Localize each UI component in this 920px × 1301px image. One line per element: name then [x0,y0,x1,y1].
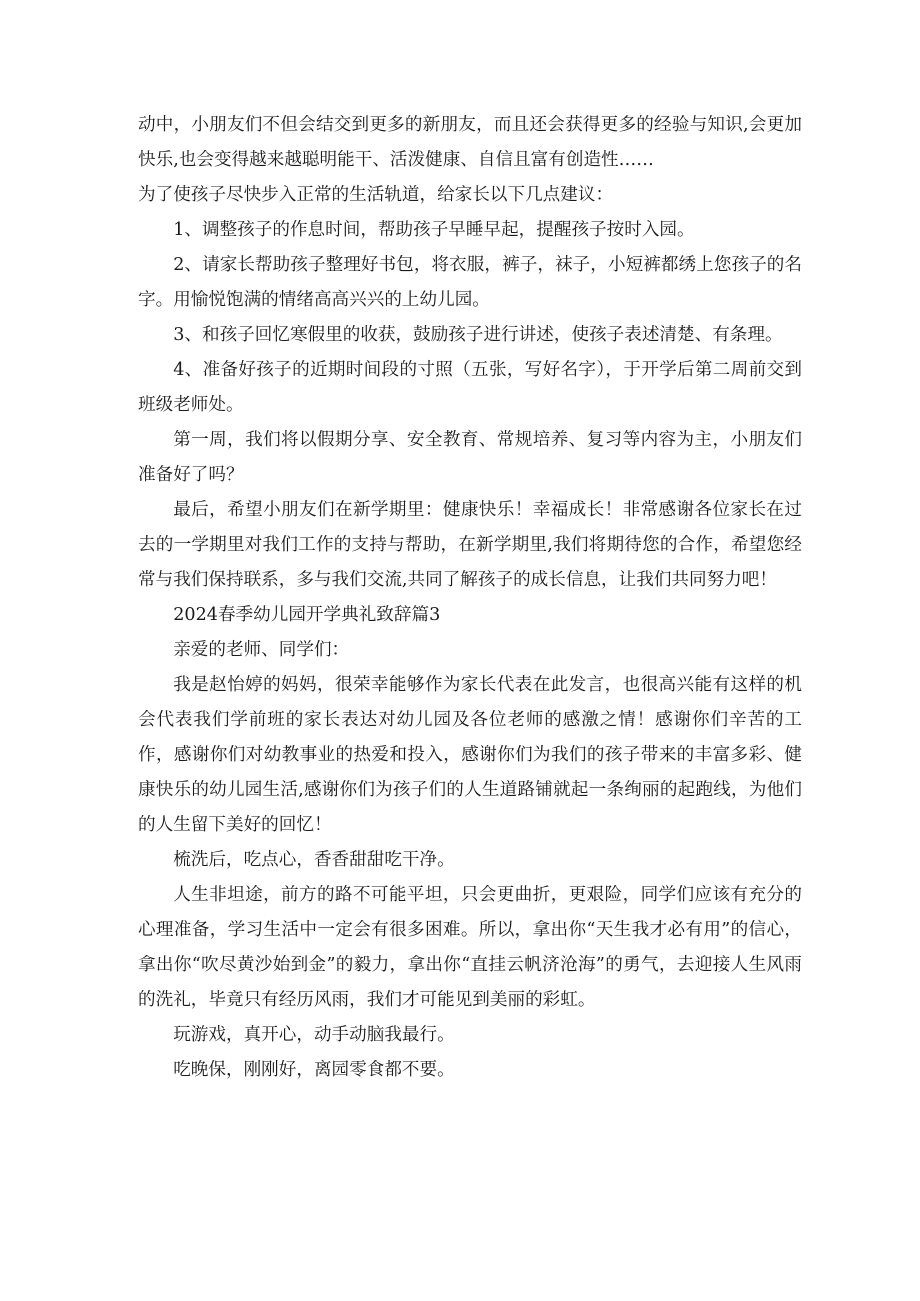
paragraph: 动中，小朋友们不但会结交到更多的新朋友，而且还会获得更多的经验与知识,会更加快乐,也会变得越来越聪明能干、活泼健康、自信且富有创造性…… [138,115,802,170]
paragraph: 吃晚保，刚刚好，离园零食都不要。 [173,1060,455,1080]
paragraph: 2、请家长帮助孩子整理好书包，将衣服，裤子，袜子，小短裤都绣上您孩子的名字。用愉悦饱满的情绪高高兴兴的上幼儿园。 [138,255,802,310]
paragraph: 3、和孩子回忆寒假里的收获，鼓励孩子进行讲述，使孩子表述清楚、有条理。 [173,325,783,345]
salutation: 亲爱的老师、同学们： [173,640,350,660]
paragraph: 为了使孩子尽快步入正常的生活轨道，给家长以下几点建议： [138,185,614,205]
document-body [138,108,802,1088]
paragraph: 玩游戏，真开心，动手动脑我最行。 [173,1025,455,1045]
paragraph: 1、调整孩子的作息时间，帮助孩子早睡早起，提醒孩子按时入园。 [173,220,695,240]
paragraph: 我是赵怡婷的妈妈，很荣幸能够作为家长代表在此发言，也很高兴能有这样的机会代表我们学前班的家长表达对幼儿园及各位老师的感激之情！感谢你们辛苦的工作，感谢你们对幼教事业的热爱和投入，感谢你们为我们的孩子带来的丰富多彩、健康快乐的幼儿园生活,感谢你们为孩子们的人生道路铺就起一条绚丽的起跑线，为他们的人生留下美好的回忆！ [138,675,802,835]
paragraph: 梳洗后，吃点心，香香甜甜吃干净。 [173,850,455,870]
paragraph: 人生非坦途，前方的路不可能平坦，只会更曲折，更艰险，同学们应该有充分的心理准备，学习生活中一定会有很多困难。所以，拿出你“天生我才必有用”的信心，拿出你“吹尽黄沙始到金”的毅力，拿出你“直挂云帆济沧海”的勇气，去迎接人生风雨的洗礼，毕竟只有经历风雨，我们才可能见到美丽的彩虹。 [138,885,802,1010]
paragraph: 第一周，我们将以假期分享、安全教育、常规培养、复习等内容为主，小朋友们准备好了吗？ [138,430,802,485]
paragraph: 最后，希望小朋友们在新学期里：健康快乐！幸福成长！非常感谢各位家长在过去的一学期里对我们工作的支持与帮助，在新学期里,我们将期待您的合作，希望您经常与我们保持联系，多与我们交流,共同了解孩子的成长信息，让我们共同努力吧！ [138,500,802,590]
section-heading: 2024春季幼儿园开学典礼致辞篇3 [173,605,441,625]
paragraph: 4、准备好孩子的近期时间段的寸照（五张，写好名字），于开学后第二周前交到班级老师处。 [138,360,802,415]
